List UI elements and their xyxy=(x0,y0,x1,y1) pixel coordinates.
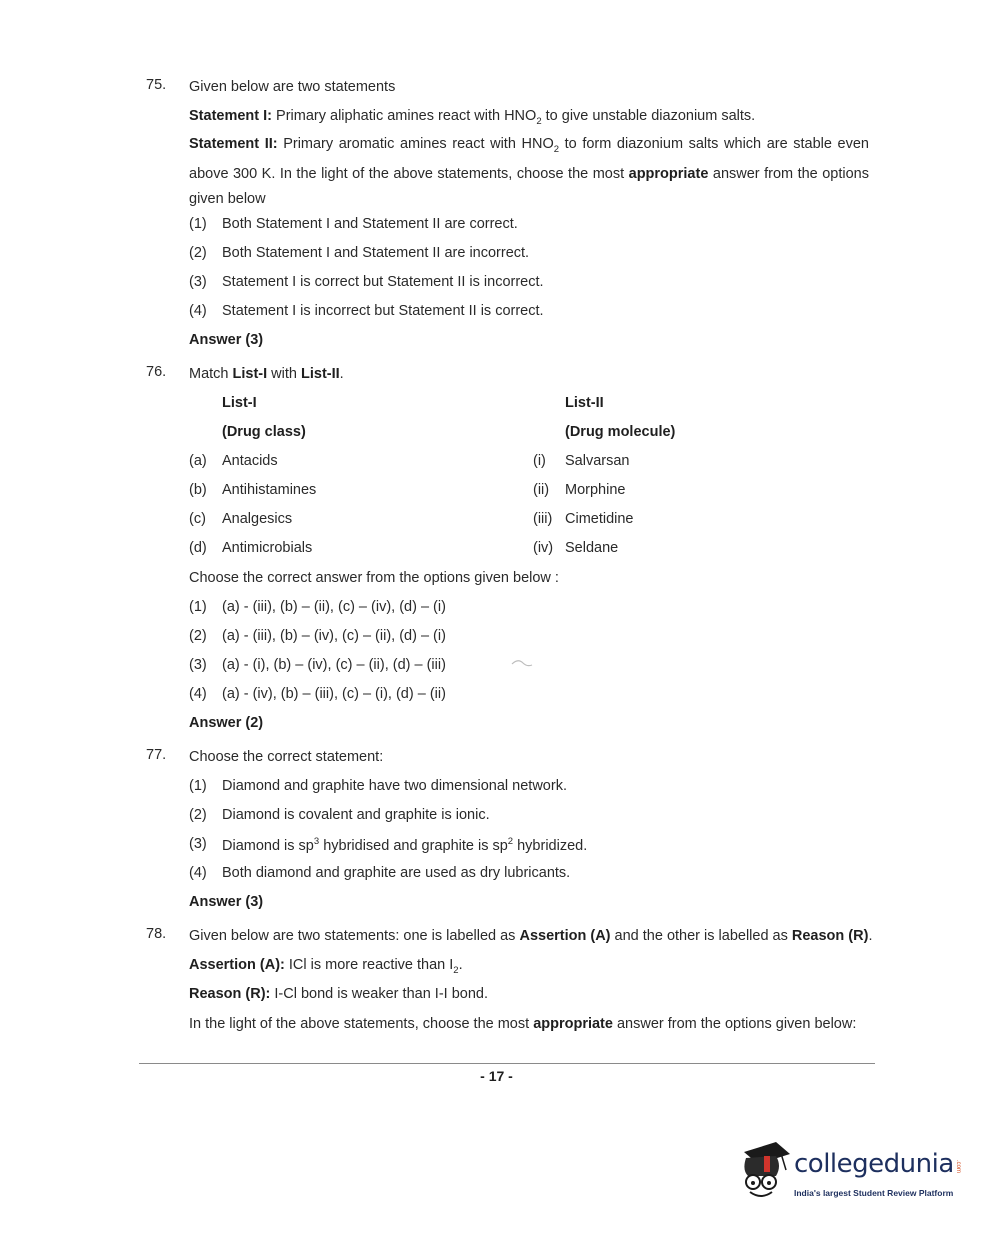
q76-option-text: (a) - (i), (b) – (iv), (c) – (ii), (d) – (iii) xyxy=(222,657,446,673)
q77-option-text: Diamond and graphite have two dimensional network. xyxy=(222,778,567,794)
q77-option-text xyxy=(222,836,587,854)
q77-option-3-a: Diamond is sp xyxy=(222,837,314,854)
q77-option-text: Both diamond and graphite are used as dry lubricants. xyxy=(222,865,571,881)
list-2-item-label: (i) xyxy=(533,453,546,469)
list-2-subheading-text: (Drug molecule) xyxy=(565,424,676,440)
q76-intro-c: with xyxy=(267,366,301,382)
q78-assertion xyxy=(189,957,463,976)
q75-option-text: Both Statement I and Statement II are incorrect. xyxy=(222,245,530,261)
q78-intro-e: . xyxy=(868,928,873,944)
logo-tagline: India's largest Student Review Platform xyxy=(794,1188,954,1198)
q78-assertion-label: Assertion (A): xyxy=(189,957,285,973)
q76-option-number: (4) xyxy=(189,686,207,702)
q75-option-text: Statement I is incorrect but Statement II is correct. xyxy=(222,303,544,319)
list-2-item: Salvarsan xyxy=(565,453,630,469)
q75-option-number: (3) xyxy=(189,274,207,290)
list-2-item-label: (iii) xyxy=(533,511,553,527)
q75-statement-2 xyxy=(189,132,869,212)
mascot-icon xyxy=(736,1136,794,1206)
list-1-item: Analgesics xyxy=(222,511,293,527)
q75-statement-2-end: answer from the options given below xyxy=(189,165,869,207)
q75-statement-1-sub: 2 xyxy=(536,115,542,127)
question-75-intro: Given below are two statements xyxy=(189,79,396,95)
q77-option-3-b: hybridised and graphite is sp xyxy=(319,837,508,854)
q76-option-text: (a) - (iii), (b) – (iv), (c) – (ii), (d) – (i) xyxy=(222,628,446,644)
q75-option-text: Statement I is correct but Statement II is incorrect. xyxy=(222,274,544,290)
q75-statement-1-label: Statement I: xyxy=(189,108,272,124)
q76-option-number: (2) xyxy=(189,628,207,644)
question-77-intro: Choose the correct statement: xyxy=(189,749,384,765)
q77-option-text: Diamond is covalent and graphite is ionic. xyxy=(222,807,490,823)
q75-option-number: (4) xyxy=(189,303,207,319)
q75-statement-2-sub: 2 xyxy=(553,143,560,155)
list-1-item-label: (c) xyxy=(189,511,206,527)
q76-answer-text: Answer (2) xyxy=(189,715,264,731)
q78-intro-a: Given below are two statements: one is labelled as xyxy=(189,928,520,944)
list-1-item: Antacids xyxy=(222,453,278,469)
list-1-item-label: (a) xyxy=(189,453,207,469)
q78-assertion-text: ICl is more reactive than I xyxy=(284,957,454,973)
q78-instruction-b: appropriate xyxy=(533,1016,613,1032)
q78-intro-b: Assertion (A) xyxy=(519,928,611,944)
list-1-item: Antimicrobials xyxy=(222,540,313,556)
question-77-number: 77. xyxy=(146,747,167,763)
q75-statement-1-tail: to give unstable diazonium salts. xyxy=(541,108,756,124)
list-1-item-label: (b) xyxy=(189,482,207,498)
q78-intro-c: and the other is labelled as xyxy=(610,928,792,944)
q78-instruction xyxy=(189,1016,856,1032)
question-75-number: 75. xyxy=(146,77,167,93)
q77-option-number: (4) xyxy=(189,865,207,881)
list-1-subheading xyxy=(222,424,306,440)
q76-intro-a: Match xyxy=(189,366,233,382)
question-78-intro xyxy=(189,928,872,944)
q78-reason-text: I-Cl bond is weaker than I-I bond. xyxy=(270,986,488,1002)
collegedunia-logo xyxy=(736,1136,966,1212)
list-2-heading xyxy=(565,395,604,411)
q75-statement-2-bold: appropriate xyxy=(628,165,709,182)
list-2-subheading xyxy=(565,424,675,440)
q76-option-number: (1) xyxy=(189,599,207,615)
q77-option-3-sup-b: 2 xyxy=(507,836,514,847)
list-2-item: Morphine xyxy=(565,482,626,498)
q77-option-3-sup-a: 3 xyxy=(313,836,320,847)
q78-instruction-a: In the light of the above statements, choose the most xyxy=(189,1016,534,1032)
stray-mark-icon xyxy=(510,657,534,671)
q78-intro-d: Reason (R) xyxy=(791,928,869,944)
q76-prompt: Choose the correct answer from the options given below : xyxy=(189,570,559,586)
q76-option-number: (3) xyxy=(189,657,207,673)
q77-option-3-c: hybridized. xyxy=(513,837,588,854)
q75-statement-1 xyxy=(189,108,755,127)
q78-instruction-c: answer from the options given below: xyxy=(612,1016,857,1032)
q75-statement-2-tail: to form diazonium salts which are stable even above 300 K. In the light of the above statements, choose the most xyxy=(189,136,869,182)
q75-option-number: (1) xyxy=(189,216,207,232)
q77-answer xyxy=(189,894,263,910)
list-1-item-label: (d) xyxy=(189,540,207,556)
footer-divider xyxy=(139,1063,875,1064)
list-2-item: Cimetidine xyxy=(565,511,634,527)
q78-assertion-end: . xyxy=(458,957,463,973)
q78-assertion-sub: 2 xyxy=(453,964,459,976)
q77-answer-text: Answer (3) xyxy=(189,894,264,910)
q76-intro-b: List-I xyxy=(232,366,268,382)
q78-reason xyxy=(189,986,488,1002)
q76-intro-e: . xyxy=(339,366,344,382)
q75-statement-2-text: Primary aromatic amines react with HNO xyxy=(277,136,554,152)
q76-option-text: (a) - (iv), (b) – (iii), (c) – (i), (d) – (ii) xyxy=(222,686,446,702)
q75-answer xyxy=(189,332,263,348)
q78-reason-label: Reason (R): xyxy=(189,986,271,1002)
logo-wordmark: collegedunia xyxy=(794,1149,954,1179)
list-2-item-label: (ii) xyxy=(533,482,550,498)
question-76-intro xyxy=(189,366,344,382)
list-2-item-label: (iv) xyxy=(533,540,554,556)
list-1-heading-text: List-I xyxy=(222,395,257,411)
list-1-subheading-text: (Drug class) xyxy=(222,424,306,440)
page-number-text: - 17 - xyxy=(480,1068,513,1084)
q76-option-text: (a) - (iii), (b) – (ii), (c) – (iv), (d) – (i) xyxy=(222,599,446,615)
list-1-heading xyxy=(222,395,257,411)
list-2-heading-text: List-II xyxy=(565,395,604,411)
list-1-item: Antihistamines xyxy=(222,482,317,498)
q76-intro-d: List-II xyxy=(301,366,340,382)
question-76-number: 76. xyxy=(146,364,167,380)
q75-option-text: Both Statement I and Statement II are correct. xyxy=(222,216,518,232)
question-78-number: 78. xyxy=(146,926,167,942)
q77-option-number: (3) xyxy=(189,836,207,852)
q75-option-number: (2) xyxy=(189,245,207,261)
logo-com: .com xyxy=(955,1160,961,1174)
q77-option-number: (1) xyxy=(189,778,207,794)
q75-statement-2-label: Statement II: xyxy=(189,136,278,152)
q76-answer xyxy=(189,715,263,731)
list-2-item: Seldane xyxy=(565,540,619,556)
q77-option-number: (2) xyxy=(189,807,207,823)
page-number xyxy=(0,1068,993,1084)
q75-answer-text: Answer (3) xyxy=(189,332,264,348)
q75-statement-1-text: Primary aliphatic amines react with HNO xyxy=(272,108,537,124)
